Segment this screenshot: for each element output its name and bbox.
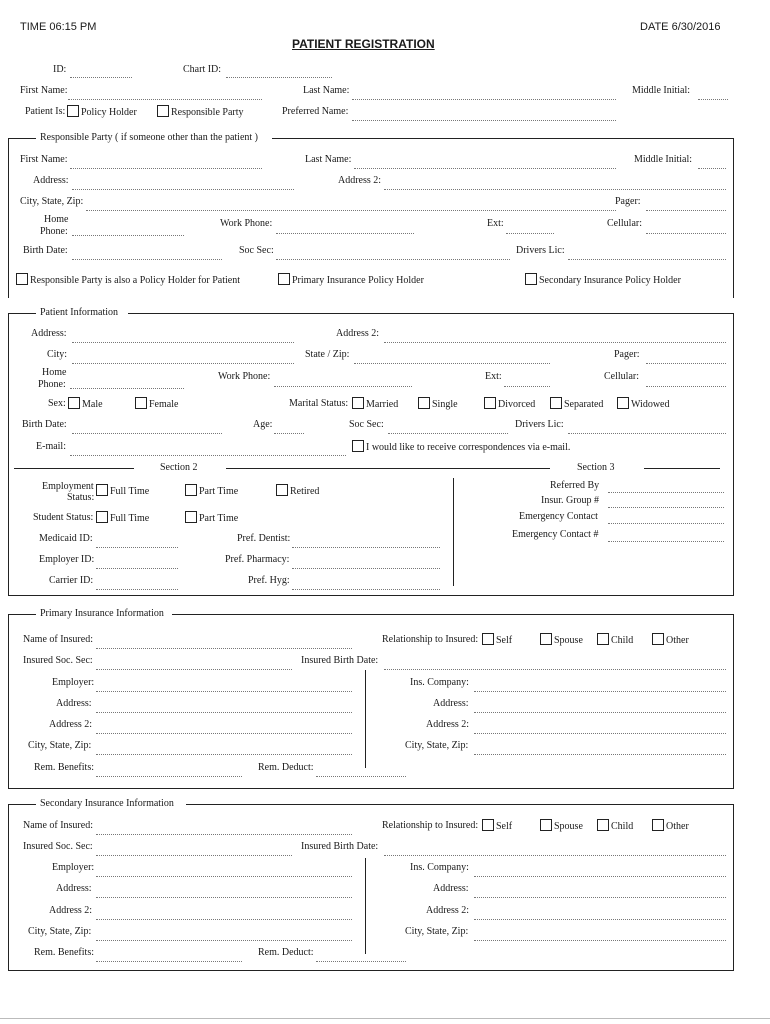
marital-married-option[interactable]: [352, 397, 398, 410]
pt-work-phone-label: Work Phone:: [218, 371, 271, 382]
sec-birth-date-field[interactable]: [384, 855, 726, 856]
emp-full-time-option[interactable]: [96, 484, 149, 497]
id-field[interactable]: [70, 77, 132, 78]
rp-city-state-zip-field[interactable]: [86, 210, 616, 211]
stu-full-time-option[interactable]: [96, 511, 149, 524]
pri-rel-other-option[interactable]: [652, 633, 689, 646]
sec-rel-other-checkbox[interactable]: [652, 819, 664, 831]
pri-rel-self-label: Self: [496, 635, 513, 646]
medicaid-id-label: Medicaid ID:: [39, 533, 93, 544]
pri-rel-other-label: Other: [666, 635, 689, 646]
rp-middle-initial-field[interactable]: [698, 168, 726, 169]
rp-also-policy-holder-checkbox[interactable]: [16, 273, 28, 285]
last-name-field[interactable]: [352, 99, 616, 100]
last-name-label: Last Name:: [303, 85, 350, 96]
sec-rem-deduct-field[interactable]: [316, 961, 406, 962]
sec-ins-city-state-zip-field[interactable]: [474, 940, 726, 941]
sec-ins-company-label: Ins. Company:: [410, 862, 469, 873]
medicaid-id-field[interactable]: [96, 547, 178, 548]
sec-city-state-zip-label: City, State, Zip:: [28, 926, 92, 937]
student-status-label: Student Status:: [33, 512, 94, 523]
pref-pharmacy-label: Pref. Pharmacy:: [225, 554, 290, 565]
insur-group-field[interactable]: [608, 507, 724, 508]
insur-group-label: Insur. Group #: [541, 495, 600, 506]
rp-soc-sec-label: Soc Sec:: [239, 245, 274, 256]
rp-also-policy-holder-option[interactable]: [16, 273, 240, 286]
pri-ins-address2-label: Address 2:: [426, 719, 470, 730]
pri-ins-address-field[interactable]: [474, 712, 726, 713]
responsible-party-option[interactable]: [157, 105, 244, 118]
sec-address2-label: Address 2:: [49, 905, 93, 916]
sec-name-insured-field[interactable]: [96, 834, 352, 835]
stu-full-time-label: Full Time: [110, 513, 150, 524]
page-bottom-edge: [0, 1018, 770, 1019]
sec-rel-child-label: Child: [611, 821, 634, 832]
sec-rel-other-label: Other: [666, 821, 689, 832]
section-2-heading: Section 2: [160, 462, 198, 473]
sec-ins-address2-label: Address 2:: [426, 905, 470, 916]
pri-soc-sec-label: Insured Soc. Sec:: [23, 655, 93, 666]
emp-retired-label: Retired: [290, 486, 320, 497]
sec-rel-self-checkbox[interactable]: [482, 819, 494, 831]
pt-age-field[interactable]: [274, 433, 304, 434]
patient-is-label: Patient Is:: [25, 106, 66, 117]
pref-pharmacy-field[interactable]: [292, 568, 440, 569]
rp-ext-label: Ext:: [487, 218, 504, 229]
pri-rel-self-option[interactable]: [482, 633, 512, 646]
sec-rel-child-checkbox[interactable]: [597, 819, 609, 831]
pt-address-label: Address:: [31, 328, 67, 339]
primary-insurance-legend: Primary Insurance Information: [40, 608, 164, 619]
marital-single-label: Single: [432, 399, 458, 410]
pri-rem-deduct-label: Rem. Deduct:: [258, 762, 314, 773]
policy-holder-label: Policy Holder: [81, 107, 137, 118]
email-correspondence-option[interactable]: [352, 440, 570, 453]
pt-birth-date-field[interactable]: [72, 433, 222, 434]
marital-single-checkbox[interactable]: [418, 397, 430, 409]
marital-divorced-checkbox[interactable]: [484, 397, 496, 409]
pt-ext-label: Ext:: [485, 371, 502, 382]
rp-primary-holder-option[interactable]: [278, 273, 424, 286]
pri-rem-deduct-field[interactable]: [316, 776, 406, 777]
rp-cellular-field[interactable]: [646, 233, 726, 234]
chart-id-label: Chart ID:: [183, 64, 222, 75]
sec-name-insured-label: Name of Insured:: [23, 820, 93, 831]
pri-city-state-zip-field[interactable]: [96, 754, 352, 755]
section-3-heading: Section 3: [577, 462, 615, 473]
rp-cellular-label: Cellular:: [607, 218, 642, 229]
sec-ins-city-state-zip-label: City, State, Zip:: [405, 926, 469, 937]
pri-rel-spouse-label: Spouse: [554, 635, 583, 646]
patient-info-legend: Patient Information: [40, 307, 119, 318]
sex-female-checkbox[interactable]: [135, 397, 147, 409]
pri-employer-field[interactable]: [96, 691, 352, 692]
pt-marital-label: Marital Status:: [289, 398, 349, 409]
rp-home-phone-field[interactable]: [72, 235, 184, 236]
pref-hyg-field[interactable]: [292, 589, 440, 590]
pri-rel-spouse-option[interactable]: [540, 633, 583, 646]
rp-last-name-label: Last Name:: [305, 154, 352, 165]
sec-rel-other-option[interactable]: [652, 819, 689, 832]
stu-part-time-option[interactable]: [185, 511, 238, 524]
pt-address2-field[interactable]: [384, 342, 726, 343]
pri-ins-address2-field[interactable]: [474, 733, 726, 734]
sec-rel-child-option[interactable]: [597, 819, 633, 832]
sex-female-option[interactable]: [135, 397, 178, 410]
pri-ins-city-state-zip-label: City, State, Zip:: [405, 740, 469, 751]
emergency-contact-num-field[interactable]: [608, 541, 724, 542]
pri-ins-company-field[interactable]: [474, 691, 726, 692]
emp-part-time-label: Part Time: [199, 486, 239, 497]
stu-part-time-label: Part Time: [199, 513, 239, 524]
id-label: ID:: [53, 64, 67, 75]
rp-phone-label: Phone:: [40, 226, 68, 237]
pt-city-label: City:: [47, 349, 68, 360]
rp-address-field[interactable]: [72, 189, 294, 190]
pri-name-insured-field[interactable]: [96, 648, 352, 649]
pri-address2-field[interactable]: [96, 733, 352, 734]
pref-dentist-field[interactable]: [292, 547, 440, 548]
employment-label: Employment: [42, 481, 94, 492]
pri-rem-benefits-field[interactable]: [96, 776, 242, 777]
pt-address2-label: Address 2:: [336, 328, 380, 339]
pri-address-field[interactable]: [96, 712, 352, 713]
rp-pager-label: Pager:: [615, 196, 641, 207]
preferred-name-field[interactable]: [352, 120, 616, 121]
marital-widowed-option[interactable]: [617, 397, 669, 410]
rp-secondary-holder-label: Secondary Insurance Policy Holder: [539, 275, 681, 286]
rp-secondary-holder-option[interactable]: [525, 273, 681, 286]
first-name-field[interactable]: [68, 99, 262, 100]
pri-ins-company-label: Ins. Company:: [410, 677, 469, 688]
sec-rel-spouse-label: Spouse: [554, 821, 583, 832]
rp-work-phone-field[interactable]: [276, 233, 414, 234]
pt-birth-date-label: Birth Date:: [22, 419, 67, 430]
middle-initial-label: Middle Initial:: [632, 85, 691, 96]
rp-city-state-zip-label: City, State, Zip:: [20, 196, 84, 207]
rp-first-name-label: First Name:: [20, 154, 68, 165]
pt-soc-sec-label: Soc Sec:: [349, 419, 384, 430]
rp-first-name-field[interactable]: [70, 168, 262, 169]
pt-phone-label: Phone:: [38, 379, 66, 390]
sec-rel-spouse-option[interactable]: [540, 819, 583, 832]
pt-email-label: E-mail:: [36, 441, 66, 452]
page-title: PATIENT REGISTRATION: [292, 37, 435, 51]
pri-address-label: Address:: [56, 698, 92, 709]
carrier-id-field[interactable]: [96, 589, 178, 590]
pt-work-phone-field[interactable]: [274, 386, 412, 387]
middle-initial-field[interactable]: [698, 99, 728, 100]
sec-rel-spouse-checkbox[interactable]: [540, 819, 552, 831]
carrier-id-label: Carrier ID:: [49, 575, 94, 586]
preferred-name-label: Preferred Name:: [282, 106, 349, 117]
pri-soc-sec-field[interactable]: [96, 669, 292, 670]
pt-state-zip-field[interactable]: [354, 363, 550, 364]
pri-city-state-zip-label: City, State, Zip:: [28, 740, 92, 751]
chart-id-field[interactable]: [226, 77, 332, 78]
marital-married-label: Married: [366, 399, 399, 410]
policy-holder-option[interactable]: [67, 105, 137, 118]
emergency-contact-num-label: Emergency Contact #: [512, 529, 599, 540]
pri-birth-date-field[interactable]: [384, 669, 726, 670]
marital-separated-checkbox[interactable]: [550, 397, 562, 409]
pri-rem-benefits-label: Rem. Benefits:: [34, 762, 94, 773]
pref-hyg-label: Pref. Hyg:: [248, 575, 290, 586]
emp-retired-checkbox[interactable]: [276, 484, 288, 496]
marital-separated-label: Separated: [564, 399, 604, 410]
date-stamp: DATE 6/30/2016: [640, 21, 721, 33]
pt-pager-label: Pager:: [614, 349, 640, 360]
pt-age-label: Age:: [253, 419, 273, 430]
emp-full-time-checkbox[interactable]: [96, 484, 108, 496]
sec-address2-field[interactable]: [96, 919, 352, 920]
emp-retired-option[interactable]: [276, 484, 319, 497]
pt-cellular-label: Cellular:: [604, 371, 639, 382]
pri-rel-other-checkbox[interactable]: [652, 633, 664, 645]
first-name-label: First Name:: [20, 85, 68, 96]
rp-address-label: Address:: [33, 175, 69, 186]
sec-rel-self-option[interactable]: [482, 819, 512, 832]
marital-separated-option[interactable]: [550, 397, 603, 410]
rp-primary-holder-checkbox[interactable]: [278, 273, 290, 285]
pt-pager-field[interactable]: [646, 363, 726, 364]
pri-name-insured-label: Name of Insured:: [23, 634, 93, 645]
rp-birth-date-field[interactable]: [72, 259, 222, 260]
sec-soc-sec-label: Insured Soc. Sec:: [23, 841, 93, 852]
rp-middle-initial-label: Middle Initial:: [634, 154, 693, 165]
pt-drivers-lic-label: Drivers Lic:: [515, 419, 564, 430]
pri-rel-self-checkbox[interactable]: [482, 633, 494, 645]
marital-widowed-checkbox[interactable]: [617, 397, 629, 409]
rp-work-phone-label: Work Phone:: [220, 218, 273, 229]
rp-last-name-field[interactable]: [354, 168, 616, 169]
sec-relationship-label: Relationship to Insured:: [382, 820, 479, 831]
marital-divorced-label: Divorced: [498, 399, 536, 410]
time-stamp: TIME 06:15 PM: [20, 21, 97, 33]
referred-by-field[interactable]: [608, 492, 724, 493]
sec-employer-label: Employer:: [52, 862, 95, 873]
marital-divorced-option[interactable]: [484, 397, 535, 410]
pt-drivers-lic-field[interactable]: [568, 433, 726, 434]
pt-home-label: Home: [42, 367, 67, 378]
marital-single-option[interactable]: [418, 397, 458, 410]
referred-by-label: Referred By: [550, 480, 600, 491]
pri-ins-city-state-zip-field[interactable]: [474, 754, 726, 755]
emergency-contact-field[interactable]: [608, 523, 724, 524]
sex-male-checkbox[interactable]: [68, 397, 80, 409]
rp-birth-date-label: Birth Date:: [23, 245, 68, 256]
pt-email-field[interactable]: [70, 455, 346, 456]
pt-state-zip-label: State / Zip:: [305, 349, 350, 360]
emp-part-time-option[interactable]: [185, 484, 238, 497]
sec-ins-company-field[interactable]: [474, 876, 726, 877]
emergency-contact-label: Emergency Contact: [519, 511, 598, 522]
rp-drivers-lic-label: Drivers Lic:: [516, 245, 565, 256]
sec-rem-benefits-field[interactable]: [96, 961, 242, 962]
sec-ins-address-field[interactable]: [474, 897, 726, 898]
sec-rem-benefits-label: Rem. Benefits:: [34, 947, 94, 958]
pri-ins-address-label: Address:: [433, 698, 469, 709]
sec-rem-deduct-label: Rem. Deduct:: [258, 947, 314, 958]
pri-rel-spouse-checkbox[interactable]: [540, 633, 552, 645]
rp-drivers-lic-field[interactable]: [568, 259, 726, 260]
rp-home-label: Home: [44, 214, 69, 225]
pri-rel-child-option[interactable]: [597, 633, 633, 646]
pri-birth-date-label: Insured Birth Date:: [301, 655, 379, 666]
sec-rel-self-label: Self: [496, 821, 513, 832]
rp-pager-field[interactable]: [646, 210, 726, 211]
sec-address-field[interactable]: [96, 897, 352, 898]
responsible-party-checkbox[interactable]: [157, 105, 169, 117]
pt-cellular-field[interactable]: [646, 386, 726, 387]
marital-married-checkbox[interactable]: [352, 397, 364, 409]
sec-employer-field[interactable]: [96, 876, 352, 877]
pri-employer-label: Employer:: [52, 677, 95, 688]
email-correspondence-label: I would like to receive correspondences via e-mail.: [366, 442, 571, 453]
sec-ins-address-label: Address:: [433, 883, 469, 894]
sec-birth-date-label: Insured Birth Date:: [301, 841, 379, 852]
sex-male-option[interactable]: [68, 397, 103, 410]
sec-soc-sec-field[interactable]: [96, 855, 292, 856]
pri-rel-child-label: Child: [611, 635, 634, 646]
employment-status-label: Status:: [67, 492, 95, 503]
pt-home-phone-field[interactable]: [70, 388, 184, 389]
rp-also-policy-holder-label: Responsible Party is also a Policy Holder for Patient: [30, 275, 240, 286]
pt-city-field[interactable]: [72, 363, 294, 364]
rp-primary-holder-label: Primary Insurance Policy Holder: [292, 275, 424, 286]
employer-id-field[interactable]: [96, 568, 178, 569]
pri-address2-label: Address 2:: [49, 719, 93, 730]
rp-address2-field[interactable]: [384, 189, 726, 190]
stu-full-time-checkbox[interactable]: [96, 511, 108, 523]
sec-ins-address2-field[interactable]: [474, 919, 726, 920]
policy-holder-checkbox[interactable]: [67, 105, 79, 117]
pt-sex-label: Sex:: [48, 398, 66, 409]
responsible-party-legend: Responsible Party ( if someone other than the patient ): [40, 132, 259, 143]
email-correspondence-checkbox[interactable]: [352, 440, 364, 452]
rp-address2-label: Address 2:: [338, 175, 382, 186]
pt-address-field[interactable]: [72, 342, 294, 343]
pref-dentist-label: Pref. Dentist:: [237, 533, 291, 544]
pri-rel-child-checkbox[interactable]: [597, 633, 609, 645]
sex-female-label: Female: [149, 399, 179, 410]
emp-full-time-label: Full Time: [110, 486, 150, 497]
sec-address-label: Address:: [56, 883, 92, 894]
rp-ext-field[interactable]: [506, 233, 554, 234]
pri-relationship-label: Relationship to Insured:: [382, 634, 479, 645]
secondary-insurance-legend: Secondary Insurance Information: [40, 798, 174, 809]
pt-ext-field[interactable]: [504, 386, 550, 387]
employer-id-label: Employer ID:: [39, 554, 95, 565]
rp-secondary-holder-checkbox[interactable]: [525, 273, 537, 285]
sex-male-label: Male: [82, 399, 103, 410]
pt-soc-sec-field[interactable]: [388, 433, 508, 434]
stu-part-time-checkbox[interactable]: [185, 511, 197, 523]
responsible-party-label: Responsible Party: [171, 107, 244, 118]
rp-soc-sec-field[interactable]: [276, 259, 510, 260]
emp-part-time-checkbox[interactable]: [185, 484, 197, 496]
sec-city-state-zip-field[interactable]: [96, 940, 352, 941]
marital-widowed-label: Widowed: [631, 399, 670, 410]
